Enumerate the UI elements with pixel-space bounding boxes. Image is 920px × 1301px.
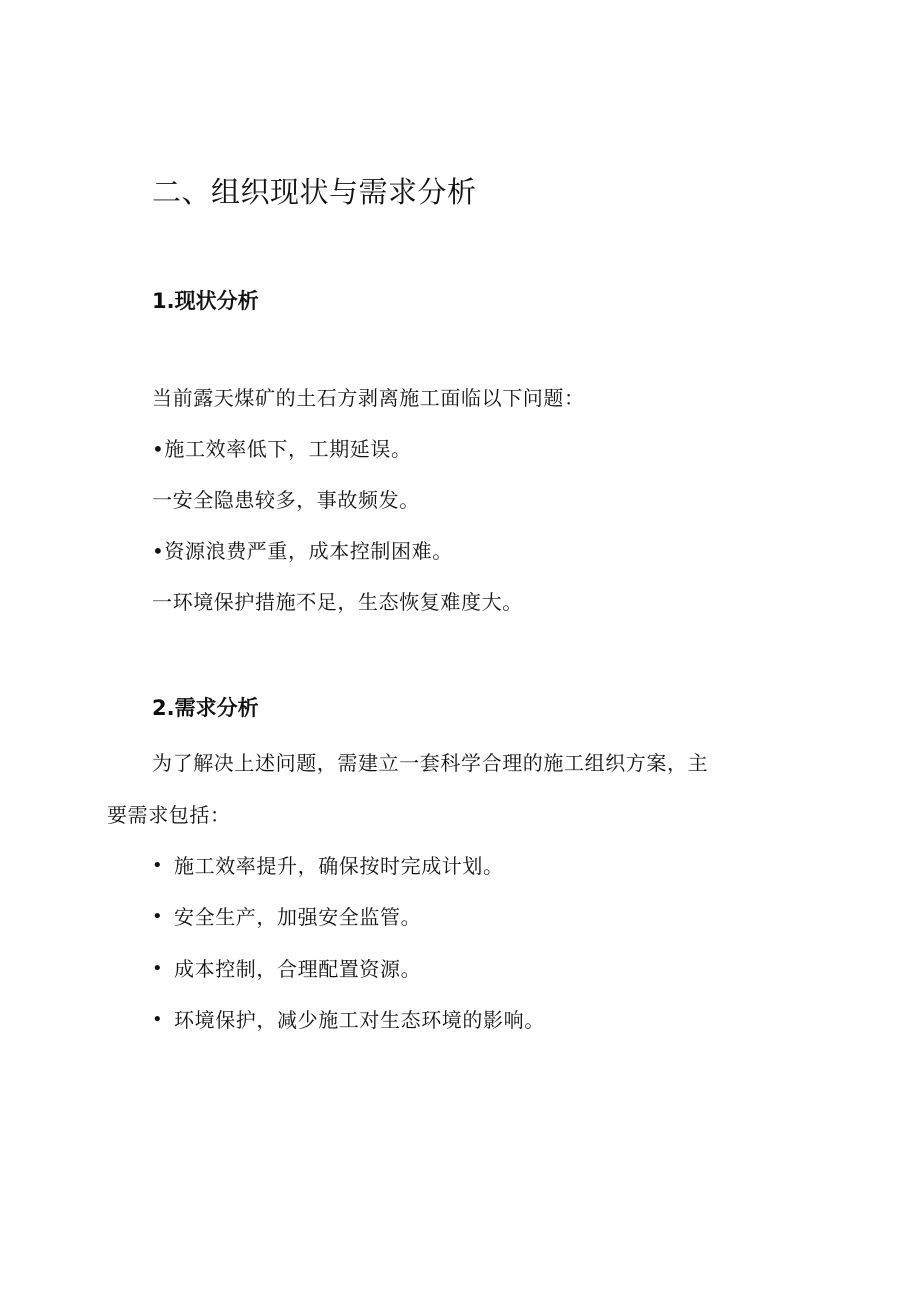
bullet-dot-icon: • bbox=[152, 1009, 164, 1030]
need-item-efficiency bbox=[152, 851, 504, 881]
current-analysis-intro: 当前露天煤矿的土石方剥离施工面临以下问题： bbox=[152, 386, 585, 410]
problem-item-safety: 一安全隐患较多，事故频发。 bbox=[152, 488, 420, 512]
problem-item-cost: •资源浪费严重，成本控制困难。 bbox=[152, 539, 453, 563]
section-title: 二、组织现状与需求分析 bbox=[152, 175, 477, 209]
need-item-text: 成本控制，合理配置资源。 bbox=[174, 957, 422, 981]
need-item-cost bbox=[152, 954, 421, 984]
need-item-text: 施工效率提升，确保按时完成计划。 bbox=[174, 854, 504, 878]
bullet-dot-icon: • bbox=[152, 906, 164, 927]
need-item-safety bbox=[152, 902, 421, 932]
need-item-text: 安全生产，加强安全监管。 bbox=[174, 905, 422, 929]
bullet-dot-icon: • bbox=[152, 855, 164, 876]
current-analysis-heading: 1.现状分析 bbox=[152, 289, 259, 313]
problem-item-efficiency: •施工效率低下，工期延误。 bbox=[152, 437, 412, 461]
problem-item-environment: 一环境保护措施不足，生态恢复难度大。 bbox=[152, 590, 523, 614]
needs-paragraph-line-2: 要需求包括： bbox=[107, 803, 231, 827]
need-item-environment bbox=[152, 1005, 545, 1035]
need-item-text: 环境保护，减少施工对生态环境的影响。 bbox=[174, 1008, 545, 1032]
bullet-dot-icon: • bbox=[152, 958, 164, 979]
needs-analysis-heading: 2.需求分析 bbox=[152, 696, 259, 720]
needs-paragraph-line-1: 为了解决上述问题，需建立一套科学合理的施工组织方案，主 bbox=[152, 751, 709, 775]
